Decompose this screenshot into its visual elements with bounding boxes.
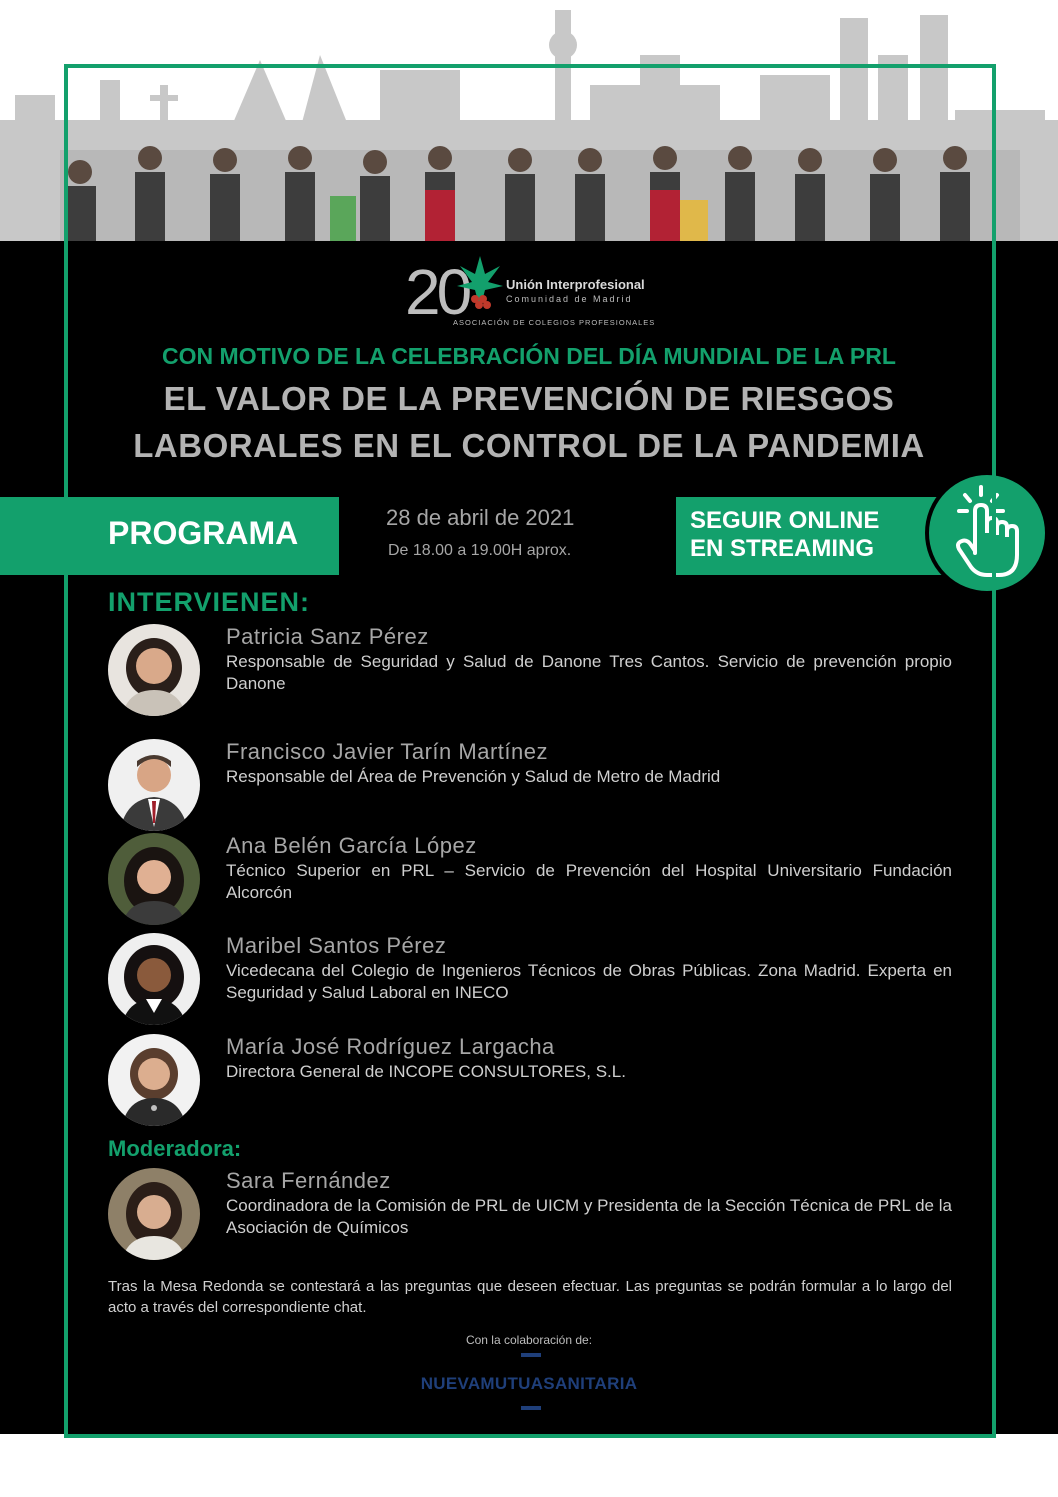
stream-label-line-2[interactable]: EN STREAMING: [690, 535, 875, 562]
moderator-name: Sara Fernández: [226, 1168, 391, 1193]
event-title-line-1: EL VALOR DE LA PREVENCIÓN DE RIESGOS: [163, 380, 895, 417]
stream-circle-button[interactable]: [925, 471, 1049, 595]
header-illustration: [0, 0, 1058, 242]
qa-note: Tras la Mesa Redonda se contestará a las preguntas que deseen efectuar. Las preguntas se podrán formular a lo largo del acto a través del correspondiente chat.: [108, 1278, 952, 1316]
event-time: De 18.00 a 19.00H aprox.: [388, 542, 572, 559]
logo-subtitle: Comunidad de Madrid: [506, 294, 633, 304]
event-date: 28 de abril de 2021: [386, 505, 575, 530]
speaker-photo: [108, 1034, 200, 1126]
bottom-margin: [0, 1434, 1058, 1497]
programa-label: PROGRAMA: [108, 515, 299, 551]
logo-name: Unión Interprofesional: [506, 277, 645, 292]
speaker-photo: [108, 833, 200, 925]
speaker-item: [108, 1034, 953, 1126]
speaker-role: Vicedecana del Colegio de Ingenieros Técnicos de Obras Públicas. Zona Madrid. Experta en Seguridad y Salud Laboral en INECO: [226, 961, 952, 1002]
stream-label-line-1[interactable]: SEGUIR ONLINE: [690, 507, 880, 534]
collaboration-label: Con la colaboración de:: [465, 1333, 593, 1347]
speaker-item: [108, 624, 953, 716]
speaker-role: Directora General de INCOPE CONSULTORES, S.L.: [226, 1062, 626, 1081]
moderator-role: Coordinadora de la Comisión de PRL de UICM y Presidenta de la Sección Técnica de PRL de la Asociación de Químicos: [226, 1196, 952, 1237]
speaker-photo: [108, 933, 200, 1025]
sponsor-logo-bar-bottom: [521, 1406, 541, 1410]
speaker-photo: [108, 624, 200, 716]
speaker-name: Patricia Sanz Pérez: [226, 624, 429, 649]
speaker-name: Ana Belén García López: [226, 833, 477, 858]
sponsor-logo: NUEVAMUTUASANITARIA: [420, 1374, 638, 1393]
speaker-name: Maribel Santos Pérez: [226, 933, 447, 958]
uicm-logo: [405, 254, 655, 330]
moderator-heading: Moderadora:: [108, 1136, 242, 1161]
speaker-role: Responsable del Área de Prevención y Salud de Metro de Madrid: [226, 767, 721, 786]
speakers-heading: INTERVIENEN:: [108, 587, 311, 617]
logo-number: 20: [405, 256, 469, 328]
speaker-name: María José Rodríguez Largacha: [226, 1034, 555, 1059]
speaker-item: [108, 739, 953, 831]
moderator-item: [108, 1168, 953, 1260]
moderator-photo: [108, 1168, 200, 1260]
speaker-item: [108, 933, 953, 1025]
speaker-role: Técnico Superior en PRL – Servicio de Prevención del Hospital Universitario Fundación Alcorcón: [226, 861, 952, 902]
city-skyline-people-illustration: [0, 0, 1058, 242]
speaker-photo: [108, 739, 200, 831]
speaker-item: [108, 833, 953, 925]
speaker-role: Responsable de Seguridad y Salud de Danone Tres Cantos. Servicio de prevención propio Danone: [226, 652, 952, 693]
event-kicker: CON MOTIVO DE LA CELEBRACIÓN DEL DÍA MUNDIAL DE LA PRL: [162, 343, 896, 369]
leaf-emblem-icon: [455, 254, 505, 314]
event-title-line-2: LABORALES EN EL CONTROL DE LA PANDEMIA: [133, 427, 925, 464]
logo-association: ASOCIACIÓN DE COLEGIOS PROFESIONALES: [453, 318, 656, 327]
speaker-name: Francisco Javier Tarín Martínez: [226, 739, 548, 764]
hand-pointer-click-icon: [929, 475, 1045, 591]
sponsor-logo-bar-top: [521, 1353, 541, 1357]
